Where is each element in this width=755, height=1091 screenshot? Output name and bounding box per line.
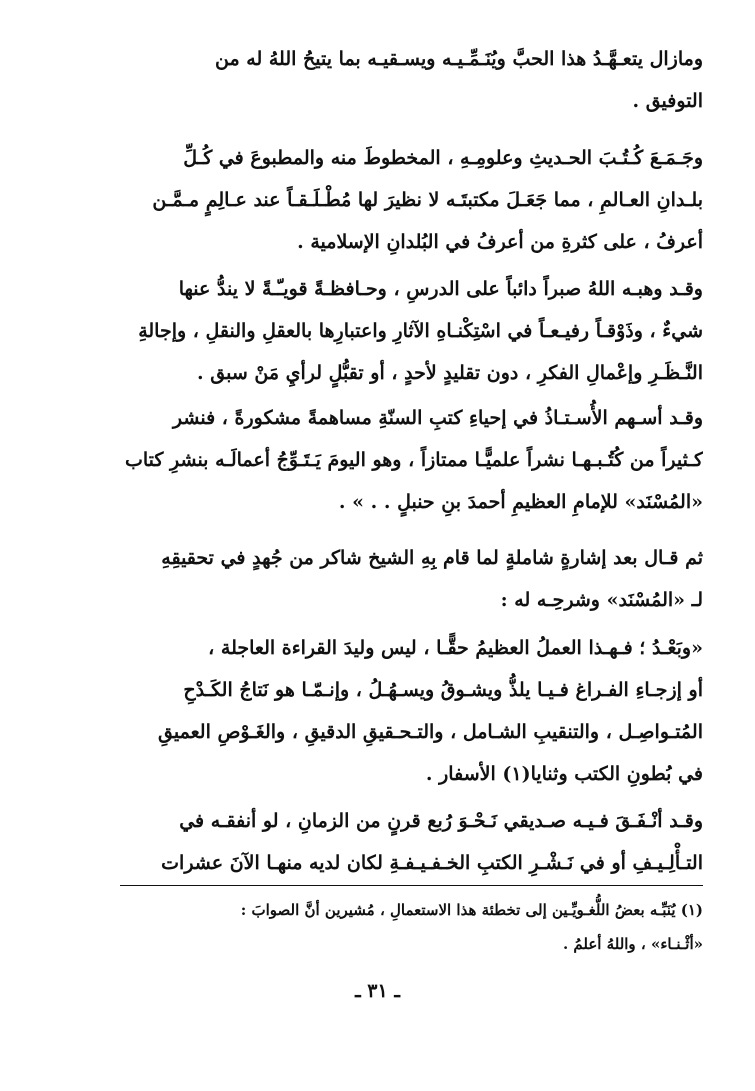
text-line: كـثيراً من كُتُـبـهـا نشراً علميًّـا ممتازاً ، وهو اليومَ يَـتَـوِّجُ أعمالَـه بنشرِ كتاب [124,449,703,471]
text-line: التـأْلِـيـفِ أو في نَـشْـرِ الكتبِ الخـفـيـفـةِ لكان لديه منهـا الآنَ عشرات [161,852,703,874]
text-line: في بُطونِ الكتب وثنايا(١) الأسفار . [425,763,703,785]
text-line: المُتـواصِـل ، والتنقيبِ الشـامل ، والتـحـقيقِ الدقيقِ ، والغَـوْصِ العميقِ [158,721,703,743]
text-line: «وبَعْـدُ ؛ فـهـذا العملُ العظيمُ حقًّـا ، ليس وليدَ القراءة العاجلة ، [208,637,703,659]
text-line: بلـدانِ العـالمِ ، مما جَعَـلَ مكتبتَـه لا نظيرَ لها مُطْـلَـقـاً عند عـالِمٍ مـمَّـن [152,189,703,211]
text-line: وجَـمَـعَ كُـتُـبَ الحـديثِ وعلومِـهِ ، المخطوطَ منه والمطبوعَ في كُـلِّ [183,147,703,169]
paragraph-2 [88,137,703,263]
text-line: التوفيق . [632,90,703,112]
text-line: أعرفُ ، على كثرةِ من أعرفُ في البُلدانِ الإسلامية . [297,231,703,253]
text-line: ومازال يتعـهَّـدُ هذا الحبَّ ويُنَـمِّـيـه ويسـقيـه بما يتيحُ اللهُ له من [215,48,703,70]
text-line: وقـد أنْـفَـقَ فـيـه صـديقي نَـحْـوَ رُبع قرنٍ من الزمانِ ، لو أنفقـه في [179,810,703,832]
paragraph-5 [88,537,703,621]
text-line: ثم قـال بعد إشارةٍ شاملةٍ لما قام بِهِ الشيخ شاكر من جُهدٍ في تحقيقِهِ [161,547,703,569]
paragraph-4 [88,397,703,523]
footnote-divider [120,885,703,886]
text-line: شيءٌ ، وذَوْقـاً رفيـعـاً في اسْتِكْنـاهِ الآثارِ واعتبارِها بالعقلِ والنقلِ ، وإجالةِ [138,320,703,342]
paragraph-7 [88,800,703,884]
page-number: ـ ٣١ ـ [355,980,400,1002]
text-line: لـ «المُسْنَد» وشرحِـه له : [500,589,703,611]
text-line: وقـد وهبـه اللهُ صبراً دائباً على الدرسِ ، وحـافظـةً قويـّـةً لا يندُّ عنها [178,278,703,300]
footnote-line: (١) يُنَبِّـه بعضُ اللُّغـويِّـين إلى تخطئة هذا الاستعمالِ ، مُشيرين أنَّ الصوابَ : [240,901,703,919]
paragraph-1 [88,38,703,122]
footnote [88,893,703,961]
paragraph-6-quote [88,627,703,795]
text-line: أو إزجـاءِ الفـراغ فـيـا يلذُّ ويشـوقُ ويسـهُـلُ ، وإنـمّـا هو نَتاجُ الكَـدْحِ [183,679,703,701]
text-line: وقـد أسـهم الأُسـتـاذُ في إحياءِ كتبِ السنّةِ مساهمةً مشكورةً ، فنشر [172,407,703,429]
text-line: النَّـظَـرِ وإعْمالِ الفكرِ ، دون تقليدٍ لأحدٍ ، أو تقبُّلٍ لرأيِ مَنْ سبق . [197,362,703,384]
text-line: «المُسْنَد» للإمامِ العظيمِ أحمدَ بنِ حنبلٍ . . » . [338,491,703,513]
paragraph-3 [88,268,703,394]
footnote-line: «أثْـنـاء» ، واللهُ أعلمُ . [562,935,703,953]
